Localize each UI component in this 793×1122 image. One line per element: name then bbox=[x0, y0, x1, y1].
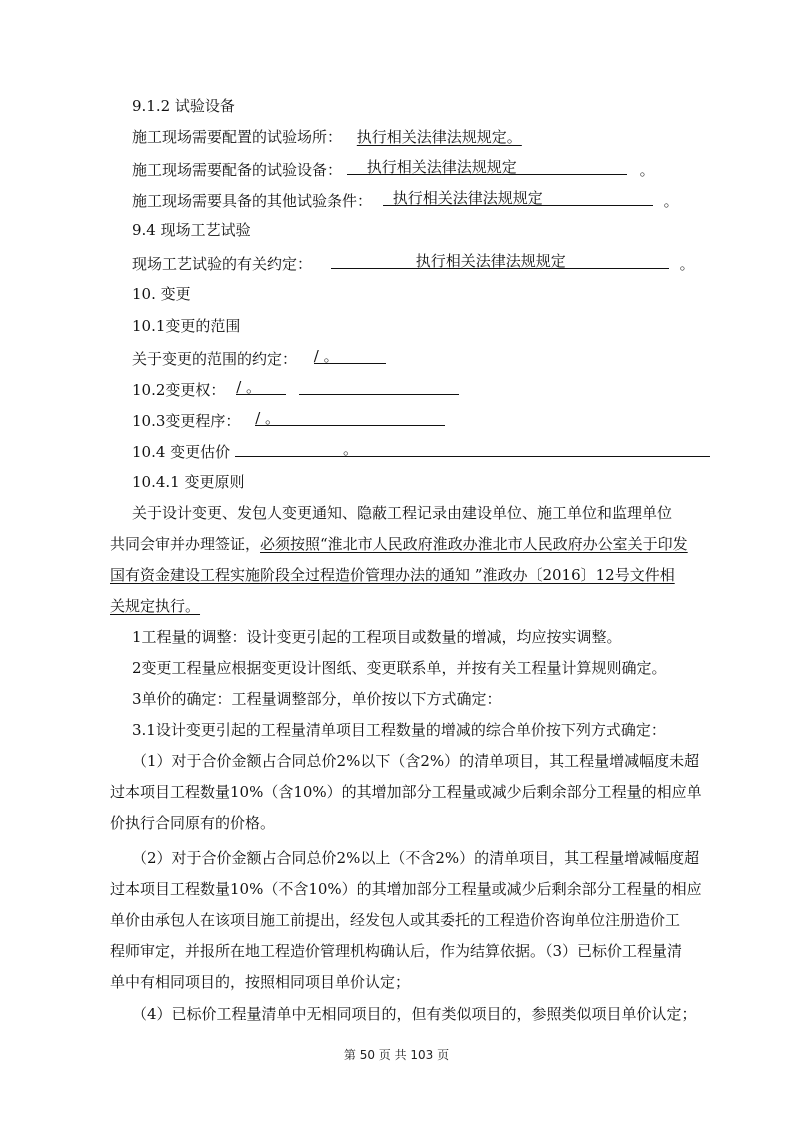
change-valuation-line bbox=[132, 440, 710, 462]
change-scope-label: 关于变更的范围的约定： bbox=[132, 350, 298, 368]
change-valuation-blank bbox=[235, 440, 710, 457]
principle-para-line-2b: 必须按照“淮北市人民政府淮政办淮北市人民政府办公室关于印发 bbox=[260, 535, 688, 553]
principle-para-line-2a: 共同会审并办理签证， bbox=[110, 535, 261, 553]
other-conditions-blank bbox=[383, 189, 653, 206]
section-10-4-1-heading: 10.4.1 变更原则 bbox=[132, 473, 245, 491]
test-site-line bbox=[132, 127, 522, 147]
rule-2-line-4: 程师审定，并报所在地工程造价管理机构确认后，作为结算依据。（3）已标价工程量清 bbox=[110, 942, 683, 960]
test-equipment-label: 施工现场需要配备的试验设备： bbox=[132, 161, 343, 179]
section-10-heading: 10. 变更 bbox=[132, 285, 191, 303]
test-equipment-line bbox=[132, 158, 655, 180]
craft-test-end: 。 bbox=[679, 255, 695, 273]
rule-2-line-5: 单中有相同项目的，按照相同项目单价认定； bbox=[110, 973, 411, 991]
change-scope-blank bbox=[314, 347, 386, 364]
rule-1-line-3: 价执行合同原有的价格。 bbox=[110, 814, 276, 832]
change-right-blank-1 bbox=[236, 378, 286, 395]
section-9-4-heading: 9.4 现场工艺试验 bbox=[132, 221, 251, 239]
principle-para-line-4: 关规定执行。 bbox=[110, 597, 201, 615]
change-procedure-label: 10.3变更程序： bbox=[132, 412, 241, 430]
change-valuation-value: 。 bbox=[342, 440, 358, 458]
change-right-value: / 。 bbox=[236, 378, 262, 396]
page-footer: 第 50 页 共 103 页 bbox=[343, 1048, 450, 1062]
principle-para-line-3: 国有资金建设工程实施阶段全过程造价管理办法的通知 ”淮政办〔2016〕12号文件相 bbox=[110, 566, 675, 584]
rule-2-line-2: 过本项目工程数量10%（不含10%）的其增加部分工程量或减少后剩余部分工程量的相应 bbox=[110, 880, 702, 898]
change-right-line bbox=[132, 378, 459, 400]
rule-4-line-1: （4）已标价工程量清单中无相同项目的，但有类似项目的，参照类似项目单价认定； bbox=[132, 1005, 697, 1023]
change-scope-line bbox=[132, 347, 386, 369]
craft-test-value: 执行相关法律法规规定 bbox=[415, 252, 566, 270]
craft-test-label: 现场工艺试验的有关约定： bbox=[132, 255, 313, 273]
rule-2-line-3: 单价由承包人在该项目施工前提出，经发包人或其委托的工程造价咨询单位注册造价工 bbox=[110, 911, 681, 929]
other-conditions-end: 。 bbox=[663, 192, 679, 210]
test-site-label: 施工现场需要配置的试验场所： bbox=[132, 128, 343, 146]
section-10-1-heading: 10.1变更的范围 bbox=[132, 317, 241, 335]
test-equipment-end: 。 bbox=[639, 161, 655, 179]
change-procedure-line bbox=[132, 409, 445, 431]
change-procedure-blank bbox=[255, 409, 445, 426]
change-right-label: 10.2变更权： bbox=[132, 381, 226, 399]
change-scope-value: / 。 bbox=[313, 347, 339, 365]
test-equipment-blank bbox=[347, 158, 627, 175]
craft-test-blank bbox=[331, 252, 669, 269]
other-conditions-value: 执行相关法律法规规定 bbox=[392, 189, 543, 207]
other-conditions-line bbox=[132, 189, 679, 211]
item-3-1: 3.1设计变更引起的工程量清单项目工程数量的增减的综合单价按下列方式确定： bbox=[132, 721, 666, 739]
item-2: 2变更工程量应根据变更设计图纸、变更联系单，并按有关工程量计算规则确定。 bbox=[132, 659, 667, 677]
item-3: 3单价的确定：工程量调整部分，单价按以下方式确定： bbox=[132, 690, 502, 708]
rule-2-line-1: （2）对于合价金额占合同总价2%以上（不含2%）的清单项目，其工程量增减幅度超 bbox=[132, 849, 700, 867]
principle-para-line-2 bbox=[110, 534, 688, 554]
rule-1-line-1: （1）对于合价金额占合同总价2%以下（含2%）的清单项目，其工程量增减幅度未超 bbox=[132, 752, 700, 770]
change-right-blank-2 bbox=[299, 378, 459, 395]
change-procedure-value: / 。 bbox=[255, 409, 281, 427]
test-equipment-value: 执行相关法律法规规定 bbox=[366, 158, 517, 176]
change-valuation-label: 10.4 变更估价 bbox=[132, 443, 231, 461]
other-conditions-label: 施工现场需要具备的其他试验条件： bbox=[132, 192, 373, 210]
test-site-value: 执行相关法律法规规定。 bbox=[356, 128, 522, 146]
principle-para-line-1: 关于设计变更、发包人变更通知、隐蔽工程记录由建设单位、施工单位和监理单位 bbox=[132, 504, 673, 522]
craft-test-line bbox=[132, 252, 695, 274]
rule-1-line-2: 过本项目工程数量10%（含10%）的其增加部分工程量或减少后剩余部分工程量的相应单 bbox=[110, 783, 702, 801]
item-1: 1工程量的调整：设计变更引起的工程项目或数量的增减，均应按实调整。 bbox=[132, 628, 622, 646]
section-9-1-2-heading: 9.1.2 试验设备 bbox=[132, 97, 235, 115]
